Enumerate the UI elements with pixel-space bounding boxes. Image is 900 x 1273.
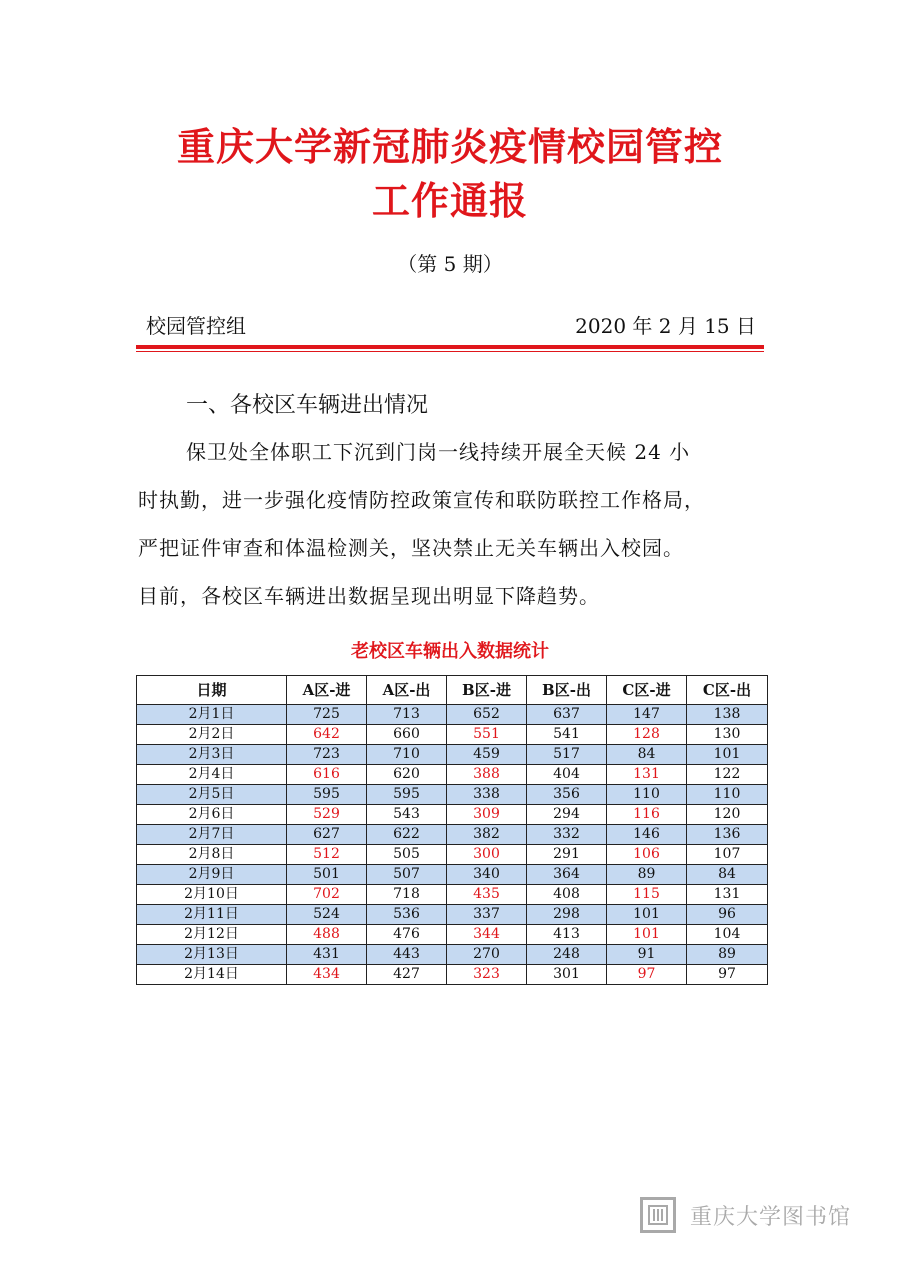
cell-c-in: 84 [607,745,687,765]
table-row [137,965,768,985]
cell-a-out: 427 [367,965,447,985]
cell-c-in: 131 [607,765,687,785]
cell-a-in: 725 [287,705,367,725]
report-title-line1: 重庆大学新冠肺炎疫情校园管控 [176,125,723,169]
cell-a-out: 505 [367,845,447,865]
cell-c-in: 147 [607,705,687,725]
cell-b-in: 309 [447,805,527,825]
cell-b-in: 652 [447,705,527,725]
cell-date: 2月9日 [137,865,287,885]
cell-c-out: 89 [687,945,768,965]
cell-c-in: 128 [607,725,687,745]
table-row [137,905,768,925]
cell-c-in: 101 [607,925,687,945]
table-row [137,885,768,905]
table-row [137,725,768,745]
cell-a-out: 543 [367,805,447,825]
cell-date: 2月4日 [137,765,287,785]
cell-date: 2月11日 [137,905,287,925]
cell-a-in: 434 [287,965,367,985]
cell-c-out: 96 [687,905,768,925]
report-title-line2: 工作通报 [371,179,528,223]
paragraph-line: 目前，各校区车辆进出数据呈现出明显下降趋势。 [138,584,600,608]
cell-b-in: 300 [447,845,527,865]
cell-b-in: 340 [447,865,527,885]
header-divider-thick [136,345,764,349]
vehicle-data-table [136,675,768,985]
cell-date: 2月3日 [137,745,287,765]
cell-c-out: 136 [687,825,768,845]
table-header-row [137,676,768,705]
cell-b-out: 408 [527,885,607,905]
cell-a-out: 622 [367,825,447,845]
issue-number: （第 5 期） [397,252,503,276]
cell-a-out: 620 [367,765,447,785]
cell-date: 2月7日 [137,825,287,845]
header-c-out: C区-出 [687,676,768,705]
cell-a-in: 529 [287,805,367,825]
table-row [137,745,768,765]
header-a-in: A区-进 [287,676,367,705]
cell-a-in: 595 [287,785,367,805]
table-row [137,845,768,865]
cell-b-out: 356 [527,785,607,805]
table-row [137,765,768,785]
table-row [137,825,768,845]
header-c-in: C区-进 [607,676,687,705]
cell-b-in: 435 [447,885,527,905]
cell-b-out: 294 [527,805,607,825]
issuing-group: 校园管控组 [146,314,246,338]
cell-date: 2月1日 [137,705,287,725]
cell-b-out: 298 [527,905,607,925]
header-b-in: B区-进 [447,676,527,705]
cell-a-out: 660 [367,725,447,745]
cell-b-in: 323 [447,965,527,985]
cell-a-in: 642 [287,725,367,745]
table-row [137,805,768,825]
cell-a-out: 443 [367,945,447,965]
cell-b-in: 344 [447,925,527,945]
cell-a-out: 713 [367,705,447,725]
cell-a-out: 536 [367,905,447,925]
header-a-out: A区-出 [367,676,447,705]
cell-date: 2月14日 [137,965,287,985]
cell-c-out: 97 [687,965,768,985]
table-row [137,945,768,965]
cell-a-in: 501 [287,865,367,885]
paragraph-line: 严把证件审查和体温检测关，坚决禁止无关车辆出入校园。 [138,536,684,560]
cell-c-out: 107 [687,845,768,865]
table-row [137,925,768,945]
cell-b-out: 364 [527,865,607,885]
cell-b-in: 388 [447,765,527,785]
cell-a-in: 616 [287,765,367,785]
table-row [137,865,768,885]
cell-c-out: 84 [687,865,768,885]
cell-date: 2月10日 [137,885,287,905]
cell-date: 2月8日 [137,845,287,865]
cell-c-out: 120 [687,805,768,825]
cell-a-out: 507 [367,865,447,885]
issue-date: 2020 年 2 月 15 日 [575,314,756,338]
cell-b-out: 517 [527,745,607,765]
cell-b-out: 291 [527,845,607,865]
cell-c-out: 104 [687,925,768,945]
cell-a-out: 476 [367,925,447,945]
table-row [137,705,768,725]
library-name: 重庆大学图书馆 [690,1204,852,1230]
cell-date: 2月6日 [137,805,287,825]
cell-c-in: 101 [607,905,687,925]
cell-a-in: 431 [287,945,367,965]
cell-a-in: 627 [287,825,367,845]
cell-c-in: 91 [607,945,687,965]
cell-b-out: 301 [527,965,607,985]
cell-date: 2月12日 [137,925,287,945]
cell-date: 2月5日 [137,785,287,805]
cell-b-out: 413 [527,925,607,945]
cell-c-in: 97 [607,965,687,985]
cell-date: 2月2日 [137,725,287,745]
cell-c-out: 130 [687,725,768,745]
cell-a-in: 702 [287,885,367,905]
cell-c-in: 110 [607,785,687,805]
header-divider-thin [136,351,764,352]
cell-a-out: 710 [367,745,447,765]
cell-c-in: 116 [607,805,687,825]
cell-date: 2月13日 [137,945,287,965]
cell-b-in: 551 [447,725,527,745]
cell-b-out: 637 [527,705,607,725]
table-title: 老校区车辆出入数据统计 [351,641,549,662]
cell-c-in: 89 [607,865,687,885]
cell-b-in: 338 [447,785,527,805]
library-seal-icon [640,1197,676,1233]
cell-c-in: 115 [607,885,687,905]
cell-c-out: 131 [687,885,768,905]
cell-a-in: 723 [287,745,367,765]
cell-a-in: 488 [287,925,367,945]
cell-b-out: 332 [527,825,607,845]
cell-b-in: 459 [447,745,527,765]
cell-b-out: 404 [527,765,607,785]
table-row [137,785,768,805]
paragraph-line: 保卫处全体职工下沉到门岗一线持续开展全天候 24 小 [186,440,691,464]
cell-c-out: 138 [687,705,768,725]
paragraph-line: 时执勤，进一步强化疫情防控政策宣传和联防联控工作格局， [138,488,705,512]
cell-b-in: 382 [447,825,527,845]
header-date: 日期 [137,676,287,705]
cell-c-out: 101 [687,745,768,765]
cell-a-in: 524 [287,905,367,925]
cell-b-in: 270 [447,945,527,965]
library-logo [640,1197,851,1233]
cell-b-out: 248 [527,945,607,965]
cell-a-out: 718 [367,885,447,905]
header-b-out: B区-出 [527,676,607,705]
cell-b-in: 337 [447,905,527,925]
cell-c-out: 110 [687,785,768,805]
cell-a-in: 512 [287,845,367,865]
cell-a-out: 595 [367,785,447,805]
cell-c-in: 106 [607,845,687,865]
section-heading: 一、各校区车辆进出情况 [186,393,429,418]
cell-b-out: 541 [527,725,607,745]
cell-c-in: 146 [607,825,687,845]
cell-c-out: 122 [687,765,768,785]
